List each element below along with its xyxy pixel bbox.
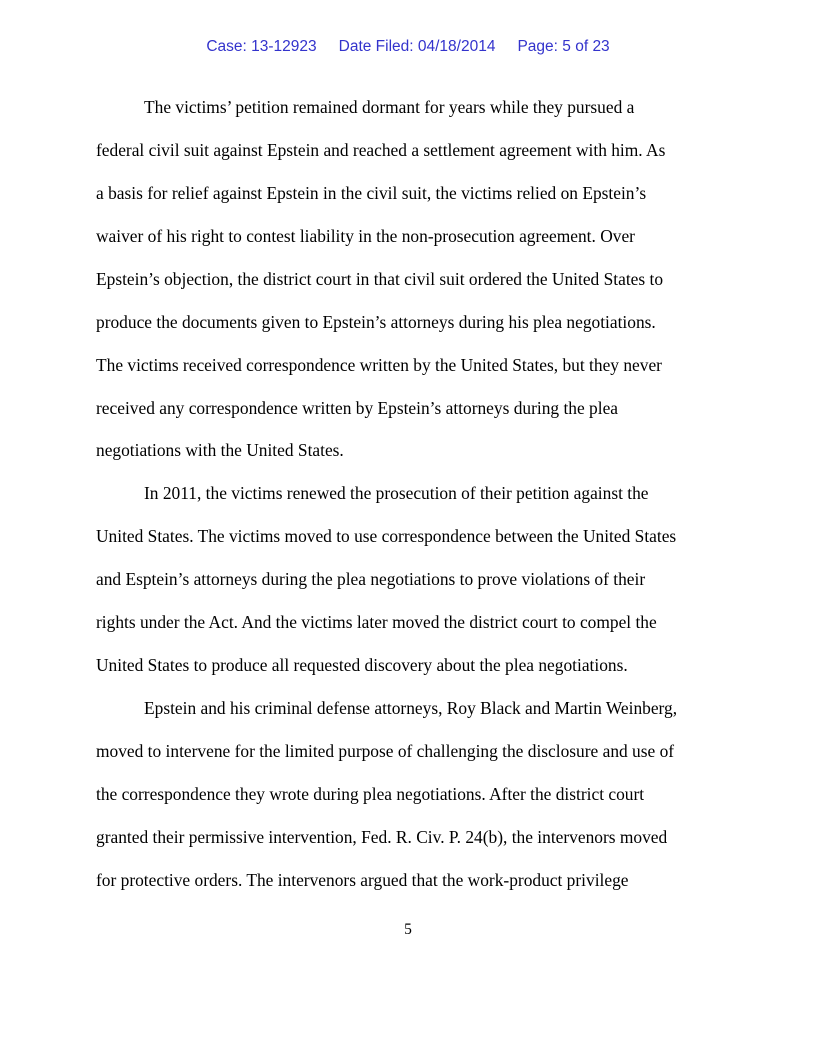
text-line: United States to produce all requested discovery about the plea negotiations. — [96, 655, 628, 675]
text-line: moved to intervene for the limited purpose of challenging the disclosure and use of — [96, 741, 675, 761]
text-line: The victims’ petition remained dormant for years while they pursued a — [144, 97, 635, 117]
text-line: Epstein’s objection, the district court in that civil suit ordered the United States to — [96, 269, 664, 289]
text-line: and Esptein’s attorneys during the plea negotiations to prove violations of their — [96, 569, 646, 589]
text-line: In 2011, the victims renewed the prosecution of their petition against the — [144, 483, 649, 503]
text-line: Epstein and his criminal defense attorneys, Roy Black and Martin Weinberg, — [144, 698, 678, 718]
page-number: 5 — [404, 921, 412, 938]
text-line: United States. The victims moved to use correspondence between the United States — [96, 526, 677, 546]
text-line: The victims received correspondence written by the United States, but they never — [96, 355, 662, 375]
text-line: a basis for relief against Epstein in the civil suit, the victims relied on Epstein’s — [96, 183, 647, 203]
page-indicator: Page: 5 of 23 — [517, 38, 610, 55]
date-filed: Date Filed: 04/18/2014 — [338, 38, 496, 55]
case-number: Case: 13-12923 — [206, 38, 317, 55]
case-header — [0, 37, 816, 57]
text-line: waiver of his right to contest liability in the non-prosecution agreement. Over — [96, 226, 635, 246]
text-line: granted their permissive intervention, Fed. R. Civ. P. 24(b), the intervenors moved — [96, 827, 668, 847]
text-line: rights under the Act. And the victims later moved the district court to compel the — [96, 612, 657, 632]
text-line: negotiations with the United States. — [96, 440, 344, 460]
text-line: received any correspondence written by Epstein’s attorneys during the plea — [96, 398, 619, 418]
text-line: produce the documents given to Epstein’s attorneys during his plea negotiations. — [96, 312, 656, 332]
text-line: federal civil suit against Epstein and reached a settlement agreement with him. As — [96, 140, 666, 160]
text-line: the correspondence they wrote during plea negotiations. After the district court — [96, 784, 645, 804]
text-line: for protective orders. The intervenors argued that the work-product privilege — [96, 870, 629, 890]
